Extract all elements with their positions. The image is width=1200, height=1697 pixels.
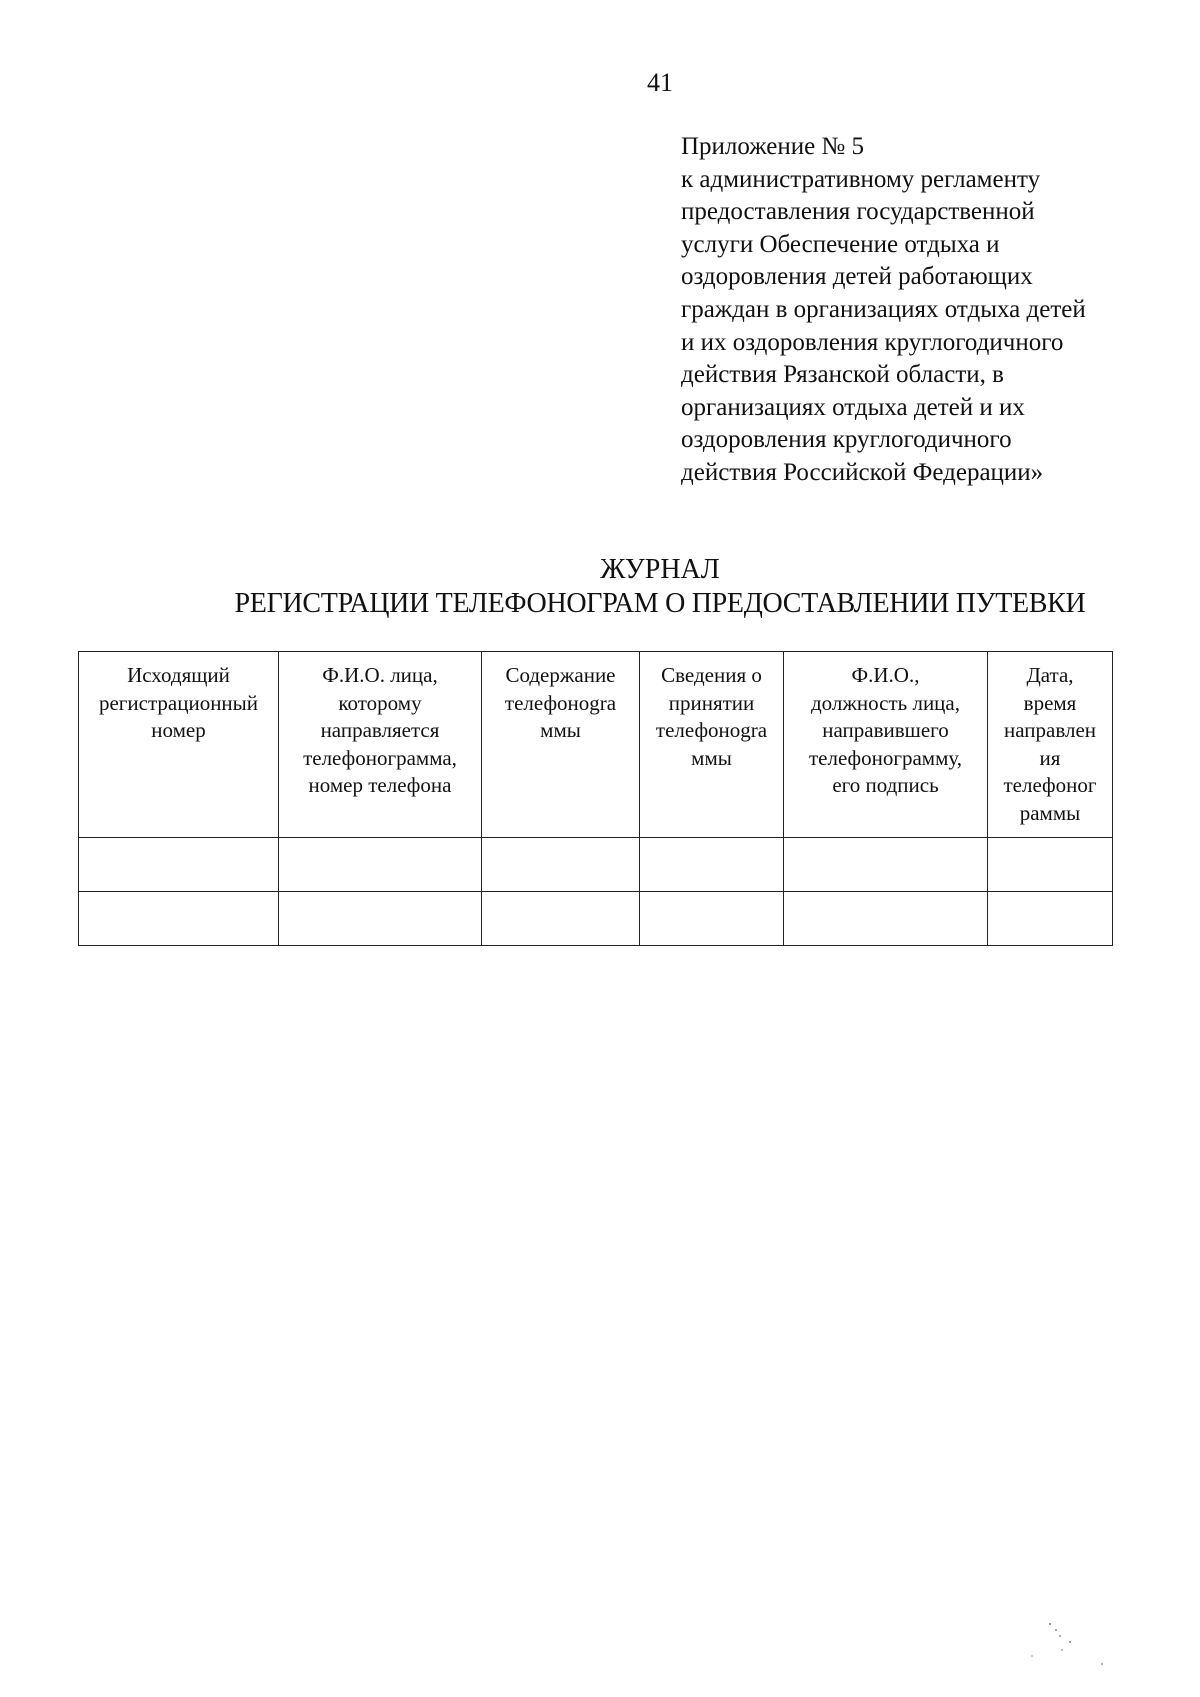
table-cell — [988, 838, 1113, 892]
header-line: Исходящий — [127, 663, 230, 687]
header-line: Ф.И.О., — [851, 663, 920, 687]
appendix-line: действия Рязанской области, в — [681, 361, 1004, 389]
header-line: номер телефона — [308, 773, 452, 797]
table-cell — [640, 838, 784, 892]
table-row — [79, 838, 1113, 892]
header-line: ммы — [540, 718, 581, 742]
table-cell — [279, 892, 482, 946]
scan-specks — [1010, 1620, 1120, 1680]
table-cell — [784, 892, 988, 946]
appendix-line: действия Российской Федерации» — [681, 458, 1044, 486]
header-line: ммы — [691, 745, 732, 770]
header-line: принятии — [668, 690, 755, 715]
appendix-line: граждан в организациях отдыха детей — [681, 295, 1086, 323]
appendix-line: предоставления государственной — [681, 198, 1035, 226]
table-header-row — [79, 652, 1113, 838]
header-line: Содержание — [505, 663, 616, 687]
header-line: Ф.И.О. лица, — [322, 663, 438, 687]
table-cell — [79, 892, 279, 946]
header-recipient — [279, 652, 482, 838]
journal-subtitle: РЕГИСТРАЦИИ ТЕЛЕФОНОГРАМ О ПРЕДОСТАВЛЕНИИ ПУТЕВКИ — [234, 588, 1086, 619]
appendix-line: и их оздоровления круглогодичного — [681, 328, 1064, 356]
appendix-line: услуги Обеспечение отдыха и — [681, 230, 1000, 258]
table-cell — [784, 838, 988, 892]
appendix-line: оздоровления круглогодичного — [681, 426, 1012, 454]
header-line: его подпись — [832, 773, 939, 797]
header-line: ия — [1039, 745, 1061, 770]
header-line: раммы — [1019, 800, 1081, 825]
journal-table — [78, 651, 1113, 946]
table-cell — [279, 838, 482, 892]
appendix-line: оздоровления детей работающих — [681, 263, 1033, 291]
header-line: должность лица, — [810, 690, 960, 715]
table-cell — [482, 892, 640, 946]
appendix-line: Приложение № 5 — [681, 133, 865, 160]
header-line: Сведения о — [661, 663, 762, 687]
header-line: телефонограмма, — [303, 745, 457, 770]
header-line: телефонogra — [655, 718, 768, 742]
header-line: направляется — [320, 718, 440, 742]
header-acceptance — [640, 652, 784, 838]
table-cell — [640, 892, 784, 946]
header-line: телефоног — [1003, 773, 1097, 797]
table-cell — [482, 838, 640, 892]
header-line: время — [1023, 690, 1077, 715]
header-line: направившего — [822, 718, 949, 742]
appendix-line: к административному регламенту — [681, 165, 1041, 193]
page-number: 41 — [647, 68, 673, 97]
table-row — [79, 892, 1113, 946]
header-line: номер — [151, 718, 206, 742]
header-outgoing-number — [79, 652, 279, 838]
appendix-line: организациях отдыха детей и их — [681, 393, 1025, 421]
header-line: которому — [338, 690, 422, 715]
header-line: Дата, — [1026, 663, 1074, 687]
header-sender — [784, 652, 988, 838]
header-line: телефонogra — [504, 690, 617, 715]
appendix-note — [681, 131, 1181, 490]
table-cell — [988, 892, 1113, 946]
header-date-time — [988, 652, 1113, 838]
header-line: телефонограмму, — [808, 745, 963, 770]
table-cell — [79, 838, 279, 892]
header-content — [482, 652, 640, 838]
header-line: регистрационный — [98, 690, 259, 715]
journal-title: ЖУРНАЛ — [600, 554, 720, 585]
header-line: направлен — [1003, 718, 1097, 742]
